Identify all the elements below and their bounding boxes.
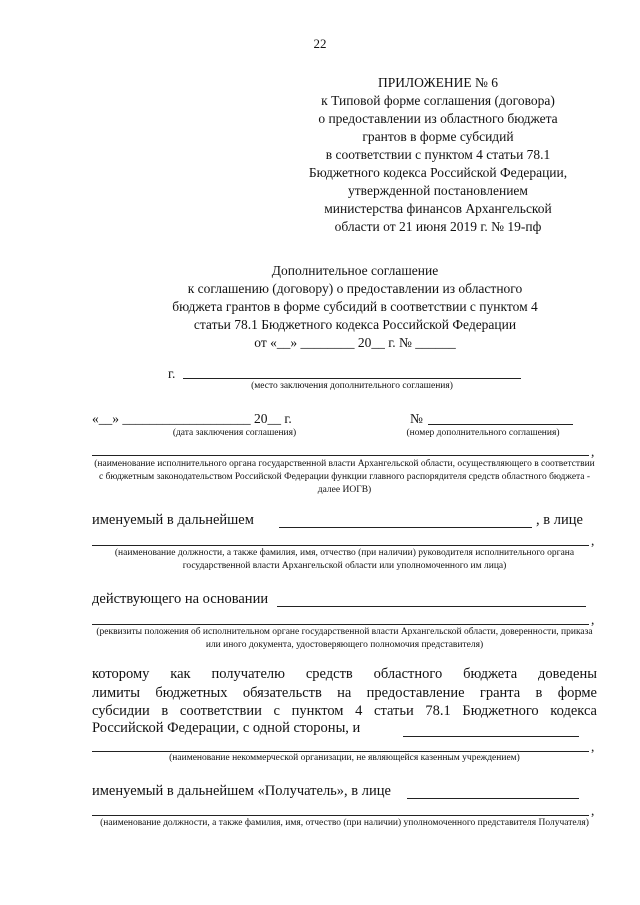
title-line: Дополнительное соглашение: [271, 263, 439, 278]
place-prefix: г.: [168, 366, 176, 381]
appendix-line: Бюджетного кодекса Российской Федерации,: [308, 165, 568, 180]
named-field[interactable]: [279, 527, 532, 528]
comma: ,: [591, 612, 595, 627]
date-caption: (дата заключения соглашения): [172, 428, 297, 438]
appendix-line: грантов в форме субсидий: [362, 129, 514, 144]
document-title: [95, 262, 615, 352]
basis-label: действующего на основании: [92, 591, 269, 607]
paragraph-last-line: Российской Федерации, с одной стороны, и: [92, 720, 361, 736]
appendix-line: к Типовой форме соглашения (договора): [321, 93, 555, 108]
appendix-line: области от 21 июня 2019 г. № 19-пф: [334, 219, 542, 234]
named-suffix: , в лице: [536, 512, 583, 528]
paragraph-line: которому как получателю средств областного бюджета доведены: [92, 666, 597, 682]
head-field[interactable]: [92, 545, 589, 546]
title-line: статьи 78.1 Бюджетного кодекса Российской Федерации: [193, 317, 517, 332]
place-field[interactable]: [183, 378, 521, 379]
basis-field-2[interactable]: [92, 624, 589, 625]
place-caption: (место заключения дополнительного соглашения): [251, 381, 453, 391]
paragraph-line: субсидии в соответствии с пунктом 4 статьи 78.1 Бюджетного кодекса: [92, 703, 597, 719]
comma: ,: [591, 444, 595, 459]
basis-field[interactable]: [277, 606, 586, 607]
appendix-line: утвержденной постановлением: [348, 183, 528, 198]
paragraph-line: лимиты бюджетных обязательств на предоставление гранта в форме: [92, 685, 597, 701]
recipient-field[interactable]: [92, 815, 589, 816]
title-line: от «__» ________ 20__ г. № ______: [254, 335, 456, 350]
appendix-line: о предоставлении из областного бюджета: [318, 111, 558, 126]
recipient-caption: (наименование должности, а также фамилия, имя, отчество (при наличии) уполномоченного представителя Получателя): [100, 818, 589, 828]
recipient-label: именуемый в дальнейшем «Получатель», в лице: [92, 783, 391, 799]
basis-caption: (реквизиты положения об исполнительном органе государственной власти Архангельской области, доверенности, приказа или иного документа, удостоверяющего полномочия представителя): [96, 627, 593, 650]
organization-caption: (наименование некоммерческой организации, не являющейся казенным учреждением): [169, 753, 520, 763]
title-line: к соглашению (договору) о предоставлении из областного: [187, 281, 523, 296]
comma: ,: [591, 533, 595, 548]
page-number: 22: [313, 36, 327, 51]
title-line: бюджета грантов в форме субсидий в соответствии с пунктом 4: [172, 299, 538, 314]
recipient-rep-field[interactable]: [407, 798, 579, 799]
party-field[interactable]: [403, 736, 579, 737]
appendix-line: министерства финансов Архангельской: [324, 201, 552, 216]
comma: ,: [591, 803, 595, 818]
appendix-line: ПРИЛОЖЕНИЕ № 6: [377, 75, 499, 90]
number-prefix: №: [410, 411, 423, 426]
date-field[interactable]: «__» ___________________ 20__ г.: [92, 411, 292, 426]
authority-field[interactable]: [92, 455, 589, 456]
number-field[interactable]: [428, 424, 573, 425]
comma: ,: [591, 739, 595, 754]
appendix-line: в соответствии с пунктом 4 статьи 78.1: [325, 147, 551, 162]
head-caption: (наименование должности, а также фамилия, имя, отчество (при наличии) руководителя исполнительного органа государственной власти Архангельской области или уполномоченного им лица): [114, 548, 575, 571]
appendix-header: [290, 74, 586, 236]
number-caption: (номер дополнительного соглашения): [406, 428, 560, 438]
named-label: именуемый в дальнейшем: [92, 512, 254, 528]
authority-caption: (наименование исполнительного органа государственной власти Архангельской области, осуществляющего в соответствии с бюджетным законодательством Российской Федерации функции главного распорядителя средств областного бюджета - далее ИОГВ): [94, 459, 595, 495]
